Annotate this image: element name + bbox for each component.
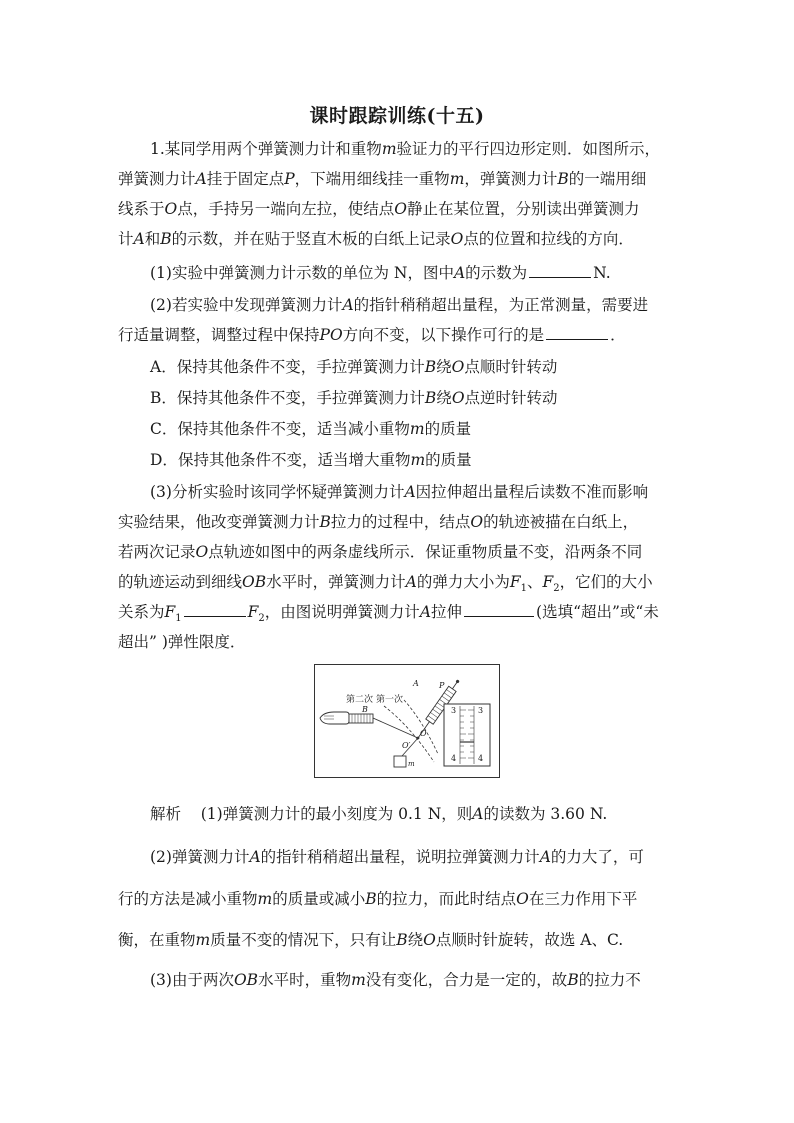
answer-blank-2[interactable] xyxy=(546,324,608,340)
answer-blank-1[interactable] xyxy=(529,262,591,278)
option-c[interactable]: C．保持其他条件不变，适当减小重物m的质量 xyxy=(150,420,472,438)
part-3-line-5: 关系为$F_1$ $F_2$，由图说明弹簧测力计A拉伸 (选填“超出”或“未 xyxy=(118,603,659,625)
part-2-line-2: 行适量调整，调整过程中保持PO方向不变，以下操作可行的是 ． xyxy=(118,326,626,344)
label-p: P xyxy=(439,681,445,690)
hand-icon xyxy=(320,712,349,724)
label-o: O xyxy=(420,729,427,738)
option-b[interactable]: B．保持其他条件不变，手拉弹簧测力计B绕O点逆时针转动 xyxy=(150,389,558,407)
scale-label-4-right: 4 xyxy=(478,754,484,763)
part-3-line-1: (3)分析实验时该同学怀疑弹簧测力计A因拉伸超出量程后读数不准而影响 xyxy=(150,483,649,501)
experiment-figure xyxy=(314,664,500,778)
part-3-line-2: 实验结果，他改变弹簧测力计B拉力的过程中，结点O的轨迹被描在白纸上， xyxy=(118,513,639,531)
answer-blank-4[interactable] xyxy=(464,601,534,617)
question-stem-line-4: 计A和B的示数，并在贴于竖直木板的白纸上记录O点的位置和拉线的方向． xyxy=(118,230,634,248)
solution-part-2-line-2: 行的方法是减小重物m的质量或减小B的拉力，而此时结点O在三力作用下平 xyxy=(118,890,638,908)
label-a: A xyxy=(413,679,419,688)
solution-part-2-line-3: 衡，在重物m质量不变的情况下，只有让B绕O点顺时针旋转，故选 A、C. xyxy=(118,931,624,949)
scale-label-3-right: 3 xyxy=(478,706,484,715)
part-3-line-6: 超出” )弹性限度． xyxy=(118,633,246,651)
part-2-line-1: (2)若实验中发现弹簧测力计A的指针稍稍超出量程，为正常测量，需要进 xyxy=(150,296,649,314)
label-first: 第一次 xyxy=(376,695,404,705)
part-3-line-3: 若两次记录O点轨迹如图中的两条虚线所示．保证重物质量不变，沿两条不同 xyxy=(118,543,643,561)
label-o-prime: O′ xyxy=(402,741,411,750)
question-stem-line-3: 线系于O点，手持另一端向左拉，使结点O静止在某位置，分别读出弹簧测力 xyxy=(118,200,640,218)
part-3-line-4: 的轨迹运动到细线OB水平时，弹簧测力计A的弹力大小为$F_1$、$F_2$，它们的大小 xyxy=(118,573,653,595)
label-m: m xyxy=(408,760,415,768)
scale-label-4-left: 4 xyxy=(451,754,457,763)
solution-part-1: 解析 (1)弹簧测力计的最小刻度为 0.1 N，则A的读数为 3.60 N. xyxy=(150,805,608,823)
option-a[interactable]: A．保持其他条件不变，手拉弹簧测力计B绕O点顺时针转动 xyxy=(150,358,558,376)
solution-part-2-line-1: (2)弹簧测力计A的指针稍稍超出量程，说明拉弹簧测力计A的力大了，可 xyxy=(150,848,644,866)
page-title: 课时跟踪训练(十五) xyxy=(309,105,485,127)
question-stem-line-1: 1.某同学用两个弹簧测力计和重物m验证力的平行四边形定则．如图所示， xyxy=(150,140,661,158)
knot-o xyxy=(417,737,420,740)
part-1: (1)实验中弹簧测力计示数的单位为 N，图中A的示数为 N. xyxy=(150,264,611,282)
weight-m xyxy=(394,756,406,767)
option-d[interactable]: D．保持其他条件不变，适当增大重物m的质量 xyxy=(150,451,472,469)
answer-blank-3[interactable] xyxy=(184,601,246,617)
question-stem-line-2: 弹簧测力计A挂于固定点P，下端用细线挂一重物m，弹簧测力计B的一端用细 xyxy=(118,170,647,188)
solution-part-3: (3)由于两次OB水平时，重物m没有变化，合力是一定的，故B的拉力不 xyxy=(150,971,641,989)
label-b: B xyxy=(362,705,368,714)
scale-label-3-left: 3 xyxy=(451,706,457,715)
label-second: 第二次 xyxy=(346,695,374,705)
